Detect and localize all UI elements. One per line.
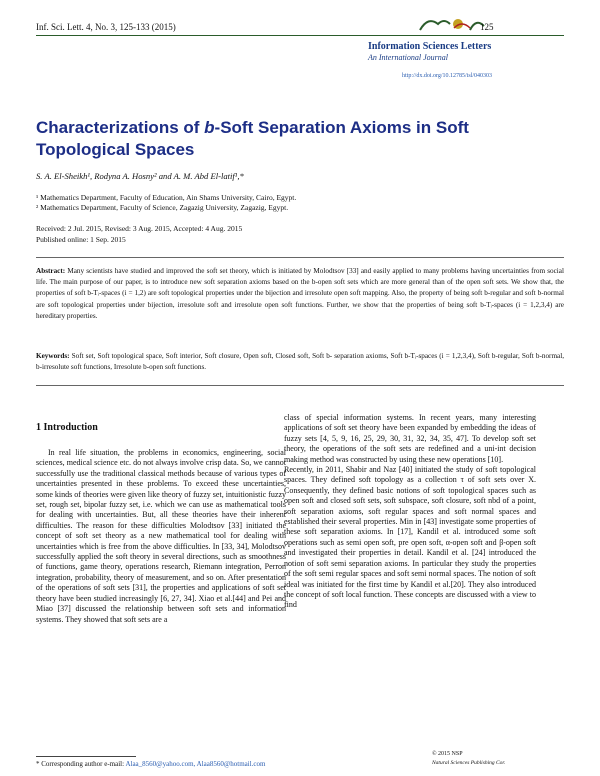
copyright: © 2015 NSP: [432, 751, 463, 757]
intro-column-2: [284, 413, 536, 611]
corresponding-author: [36, 760, 265, 768]
title-part-2: -Soft Separation Axioms in Soft Topological Spaces: [36, 118, 469, 159]
doi-link[interactable]: http://dx.doi.org/10.12785/isl/040303: [402, 73, 493, 79]
title-italic-b: b: [204, 118, 215, 137]
publisher: Natural Sciences Publishing Cor.: [432, 760, 506, 766]
page-number: 125: [480, 22, 494, 32]
journal-name: Information Sciences Letters: [368, 41, 492, 52]
received-dates: Received: 2 Jul. 2015, Revised: 3 Aug. 2015, Accepted: 4 Aug. 2015: [36, 224, 243, 233]
abstract-text: Many scientists have studied and improved the soft set theory, which is initiated by Molodtsov [33] and easily applied to many problems having uncertainties from social life. The main purpose of our paper, is to introduce new soft separation axioms based on the b-open soft sets which are more general than of the open soft sets. We show that, the properties of soft b-Tᵢ-spaces (i = 1,2) are soft topological properties under the bijection and irresolute open soft mapping. Also, the property of being soft b-regular and soft b-normal are soft topological properties under bijection, irresolute soft and irresolute open soft functions. Further, we show that the properties of being soft b-Tᵢ-spaces (i = 1,2,3,4) are hereditary properties.: [36, 267, 564, 320]
intro-column-1: In real life situation, the problems in economics, engineering, social sciences, medical science etc. do not always involve crisp data. So, we cannot successfully use the traditional classical methods because of various types of uncertainties presented in these problems. To exceed these uncertainties, some kinds of theories were given like theory of fuzzy set, intuitionistic fuzzy set, rough set, bipolar fuzzy set, i.e. which we can use as mathematical tools for dealing with uncertainties. But, all these theories have their inherent difficulties. The reason for these difficulties Molodtsov [33] initiated the concept of soft set theory as a new mathematical tool for dealing with uncertainties which is free from the above difficulties. In [33, 34], Molodtsov successfully applied the soft theory in several directions, such as smoothness of functions, game theory, operations research, Riemann integration, Perron integration, probability, theory of measurement, and so on. After presentation of the operations of soft sets [31], the properties and applications of soft set theory have been studied increasingly [6, 27, 34]. Xiao et al.[44] and Pei and Miao [37] discussed the relationship between soft sets and information systems. They showed that soft sets are a: [36, 448, 286, 624]
article-title: [36, 117, 536, 161]
affiliation-1: ¹ Mathematics Department, Faculty of Education, Ain Shams University, Cairo, Egypt.: [36, 193, 297, 202]
email-links[interactable]: Alaa_8560@yahoo.com, Alaa8560@hotmail.com: [125, 760, 266, 768]
keywords-bottom-rule: [36, 385, 564, 386]
published-date: Published online: 1 Sep. 2015: [36, 235, 126, 244]
section-heading: 1 Introduction: [36, 422, 98, 433]
abstract-top-rule: [36, 257, 564, 258]
abstract: [36, 266, 564, 322]
keywords-label: Keywords:: [36, 352, 70, 360]
intro-col2-paragraph-1: class of special information systems. In recent years, many interesting applications of soft set theory have been expanded by embedding the ideas of fuzzy sets [4, 5, 9, 16, 25, 29, 30, 31, 32, 34, 35, 47]. To develop soft set theory, the operations of the soft sets are redefined and a uni-int decision making method was constructed by using these new operations [10].: [284, 413, 536, 464]
footnote-rule: [36, 756, 136, 757]
authors: S. A. El-Sheikh¹, Rodyna A. Hosny² and A. M. Abd El-latif¹,*: [36, 171, 244, 181]
header-rule: [36, 35, 564, 36]
nsp-logo-icon: [418, 14, 488, 34]
affiliation-2: ² Mathematics Department, Faculty of Science, Zagazig University, Zagazig, Egypt.: [36, 203, 289, 212]
corresponding-label: * Corresponding author e-mail:: [36, 760, 125, 768]
title-part-1: Characterizations of: [36, 118, 205, 137]
keywords: [36, 351, 564, 373]
running-head: Inf. Sci. Lett. 4, No. 3, 125-133 (2015): [36, 22, 176, 32]
abstract-label: Abstract:: [36, 267, 66, 275]
journal-subtitle: An International Journal: [368, 53, 448, 62]
keywords-text: Soft set, Soft topological space, Soft interior, Soft closure, Open soft, Closed soft, Soft b- separation axioms, Soft b-Tᵢ-spaces (i = 1,2,3,4), Soft b-regular, Soft b-normal, b-irresolute soft functions, Irresolute b-open soft functions.: [36, 352, 565, 371]
intro-col2-paragraph-2: Recently, in 2011, Shabir and Naz [40] initiated the study of soft topological spaces. They defined soft topology as a collection τ of soft sets over X. Consequently, they defined basic notions of soft topological spaces such as open soft and closed soft sets, soft subspace, soft closure, soft nbd of a point, soft separation axioms, soft regular spaces and soft normal spaces and established their several properties. Min in [43] investigate some properties of these soft separation axioms. In [17], Kandil et al. introduced some soft operations such as semi open soft, pre open soft, α-open soft and β-open soft and investigated their properties in detail. Kandil et al. [24] introduced the notion of soft semi separation axioms. In particular they study the properties of the soft semi regular spaces and soft semi normal spaces. The notion of soft ideal was initiated for the first time by Kandil et al.[20]. They also introduced the concept of soft local function. These concepts are discussed with a view to find: [284, 465, 536, 610]
